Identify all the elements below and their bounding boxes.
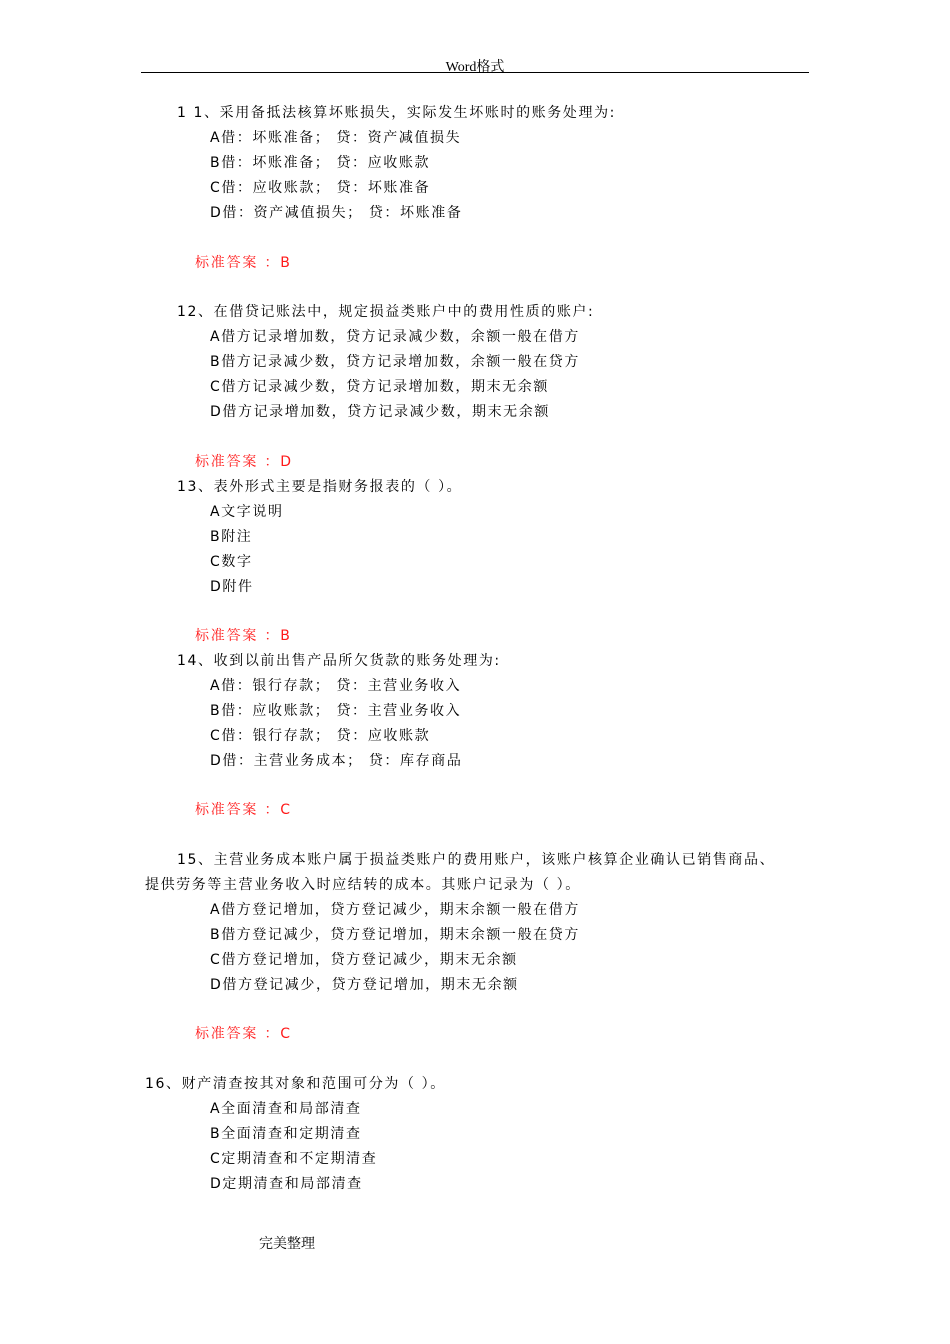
question-12-option-b: B借方记录减少数，贷方记录增加数，余额一般在贷方 bbox=[210, 354, 581, 370]
question-11-option-d: D借：资产减值损失； 贷：坏账准备 bbox=[210, 205, 463, 221]
page-footer: 完美整理 bbox=[259, 1236, 315, 1252]
question-13-option-b: B附注 bbox=[210, 529, 253, 545]
question-14-option-c: C借：银行存款； 贷：应收账款 bbox=[210, 728, 431, 744]
question-12-option-a: A借方记录增加数，贷方记录减少数，余额一般在借方 bbox=[210, 329, 580, 345]
question-16-option-c: C定期清查和不定期清查 bbox=[210, 1151, 378, 1167]
question-15-option-c: C借方登记增加，贷方登记减少，期末无余额 bbox=[210, 952, 518, 968]
question-12-option-d: D借方记录增加数，贷方记录减少数，期末无余额 bbox=[210, 404, 550, 420]
question-14-option-b: B借：应收账款； 贷：主营业务收入 bbox=[210, 703, 462, 719]
question-13-option-a: A文字说明 bbox=[210, 504, 284, 520]
question-12-option-c: C借方记录减少数，贷方记录增加数，期末无余额 bbox=[210, 379, 549, 395]
question-14-stem: 14、收到以前出售产品所欠货款的账务处理为: bbox=[177, 653, 501, 669]
question-16-option-d: D定期清查和局部清查 bbox=[210, 1176, 363, 1192]
question-11-option-c: C借：应收账款； 贷：坏账准备 bbox=[210, 180, 431, 196]
question-11-answer: 标准答案 ：B bbox=[195, 255, 292, 271]
question-16-option-a: A全面清查和局部清查 bbox=[210, 1101, 362, 1117]
question-14-option-a: A借：银行存款； 贷：主营业务收入 bbox=[210, 678, 462, 694]
question-15-answer: 标准答案 ：C bbox=[195, 1026, 292, 1042]
question-11-stem: 1 1、采用备抵法核算坏账损失，实际发生坏账时的账务处理为: bbox=[177, 105, 616, 121]
question-11-option-b: B借：坏账准备； 贷：应收账款 bbox=[210, 155, 431, 171]
question-15-option-d: D借方登记减少，贷方登记增加，期末无余额 bbox=[210, 977, 519, 993]
question-14-option-d: D借：主营业务成本； 贷：库存商品 bbox=[210, 753, 463, 769]
question-15-option-b: B借方登记减少，贷方登记增加，期末余额一般在贷方 bbox=[210, 927, 581, 943]
question-12-stem: 12、在借贷记账法中，规定损益类账户中的费用性质的账户: bbox=[177, 304, 595, 320]
question-13-option-c: C数字 bbox=[210, 554, 253, 570]
header-rule bbox=[141, 72, 809, 73]
question-11-option-a: A借：坏账准备； 贷：资产减值损失 bbox=[210, 130, 462, 146]
question-15-stem: 15、主营业务成本账户属于损益类账户的费用账户，该账户核算企业确认已销售商品、 bbox=[177, 852, 776, 868]
question-16-stem: 16、财产清查按其对象和范围可分为（ ）。 bbox=[145, 1076, 446, 1092]
page-header-title: Word格式 bbox=[445, 60, 505, 75]
question-14-answer: 标准答案 ：C bbox=[195, 802, 292, 818]
question-16-option-b: B全面清查和定期清查 bbox=[210, 1126, 362, 1142]
question-15-stem-continued: 提供劳务等主营业务收入时应结转的成本。其账户记录为（ ）。 bbox=[145, 877, 581, 893]
question-12-answer: 标准答案 ：D bbox=[195, 454, 293, 470]
question-15-option-a: A借方登记增加，贷方登记减少，期末余额一般在借方 bbox=[210, 902, 580, 918]
question-13-answer: 标准答案 ：B bbox=[195, 628, 292, 644]
question-13-option-d: D附件 bbox=[210, 579, 254, 595]
question-13-stem: 13、表外形式主要是指财务报表的（ ）。 bbox=[177, 479, 463, 495]
